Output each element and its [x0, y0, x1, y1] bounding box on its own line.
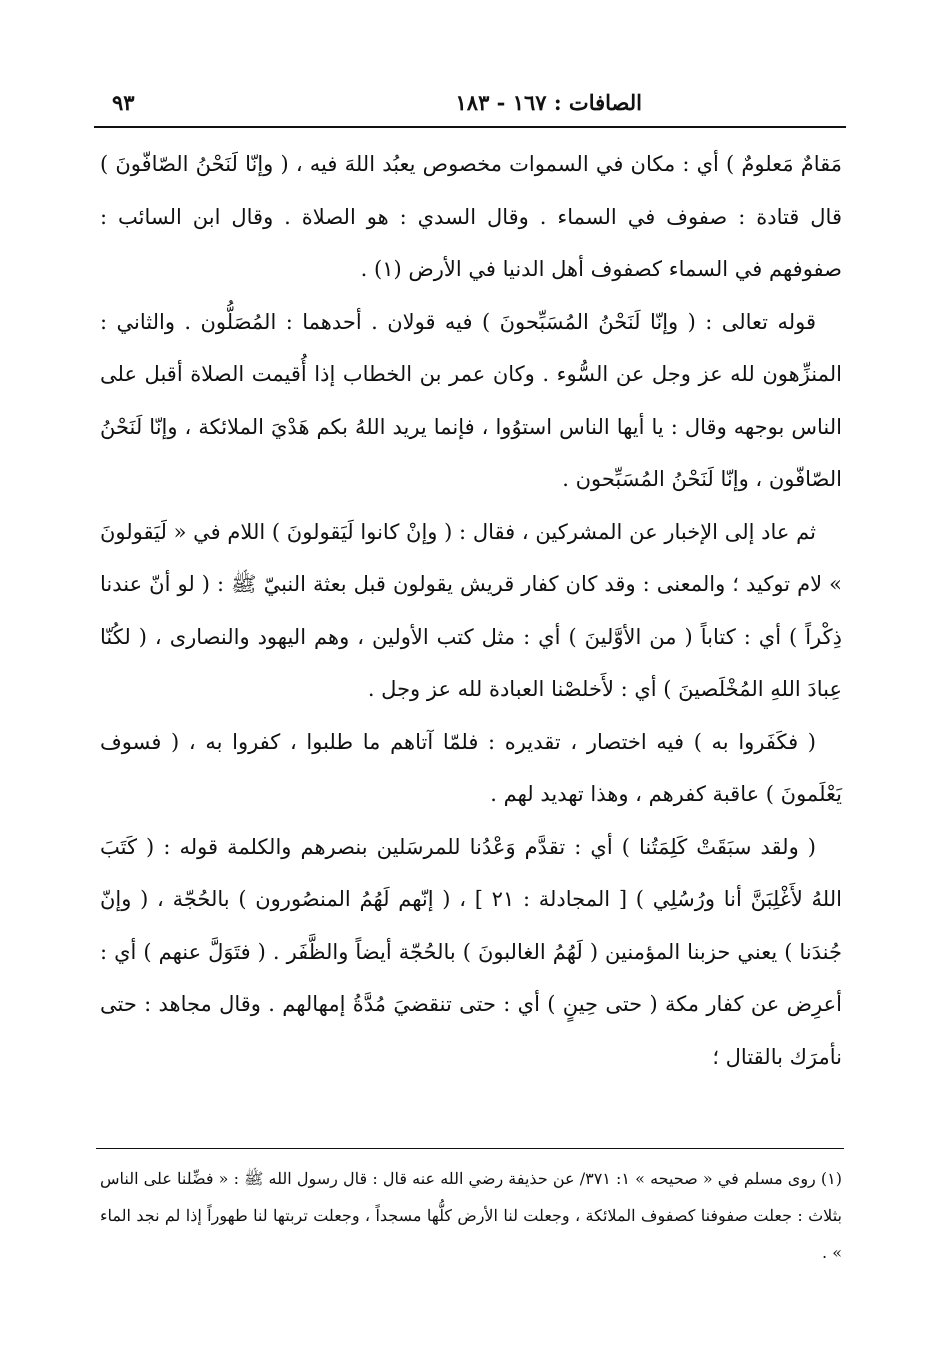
header-rule: [94, 126, 846, 128]
paragraph: ( ولقد سبَقَتْ كَلِمَتُنا ) أي : تقدَّم وَعْدُنا للمرسَلين بنصرهم والكلمة قوله : ( كَتَبَ اللهُ لأَغْلِبَنَّ أنا ورُسُلِي ) [ المجادلة : ٢١ ] ، ( إنّهم لَهُمُ المنصُورون ) بالحُجّة ، ( وإنّ جُندَنا ) يعني حزبنا المؤمنين ( لَهُمُ الغالبونَ ) بالحُجّة أيضاً والظَّفَر . ( فتَوَلَّ عنهم ) أي : أعرِض عن كفار مكة ( حتى حِينٍ ) أي : حتى تنقضيَ مُدَّةُ إمهالهم . وقال مجاهد : حتى نأمرَك بالقتال ؛: [100, 834, 842, 1069]
footnote: (١) روى مسلم في « صحيحه » ١: ٣٧١/ عن حذيفة رضي الله عنه قال : قال رسول الله ﷺ : « فضِّلنا على الناس بثلاث : جعلت صفوفنا كصفوف الملائكة ، وجعلت لنا الأرض كلُّها مسجداً ، وجعلت تربتها لنا طهوراً إذا لم نجد الماء » .: [100, 1169, 842, 1262]
running-title: الصافات : ١٦٧ - ١٨٣: [455, 90, 642, 115]
main-text: [100, 138, 842, 1083]
paragraph: مَقامٌ مَعلومٌ ) أي : مكان في السموات مخصوص يعبُد اللهَ فيه ، ( وإنّا لَنَحْنُ الصّافّونَ ) قال قتادة : صفوف في السماء . وقال السدي : هو الصلاة . وقال ابن السائب : صفوفهم في السماء كصفوف أهل الدنيا في الأرض (١) .: [100, 152, 842, 281]
footnote-rule: [96, 1148, 844, 1149]
paragraph: قوله تعالى : ( وإنّا لَنَحْنُ المُسَبِّحونَ ) فيه قولان . أحدهما : المُصَلُّون . والثاني : المنزِّهون لله عز وجل عن السُّوء . وكان عمر بن الخطاب إذا أُقيمت الصلاة أقبل على الناس بوجهه وقال : يا أيها الناس استوُوا ، فإنما يريد اللهُ بكم هَدْيَ الملائكة ، وإنّا لَنَحْنُ الصّافّون ، وإنّا لَنَحْنُ المُسَبِّحون .: [100, 309, 842, 491]
paragraph: ثم عاد إلى الإخبار عن المشركين ، فقال : ( وإنْ كانوا لَيَقولونَ ) اللام في « لَيَقولونَ » لام توكيد ؛ والمعنى : وقد كان كفار قريش يقولون قبل بعثة النبيّ ﷺ : ( لو أنّ عندنا ذِكْراً ) أي : كتاباً ( من الأوَّلينَ ) أي : مثل كتب الأولين ، وهم اليهود والنصارى ، ( لكُنّا عِبادَ اللهِ المُخْلَصينَ ) أي : لأَخلصْنا العبادة لله عز وجل .: [100, 519, 842, 701]
paragraph: ( فكَفَروا به ) فيه اختصار ، تقديره : فلمّا آتاهم ما طلبوا ، كفروا به ، ( فسوف يَعْلَمونَ ) عاقبة كفرهم ، وهذا تهديد لهم .: [100, 729, 842, 806]
page-header: [94, 84, 842, 124]
page-number: ٩٣: [112, 90, 135, 115]
